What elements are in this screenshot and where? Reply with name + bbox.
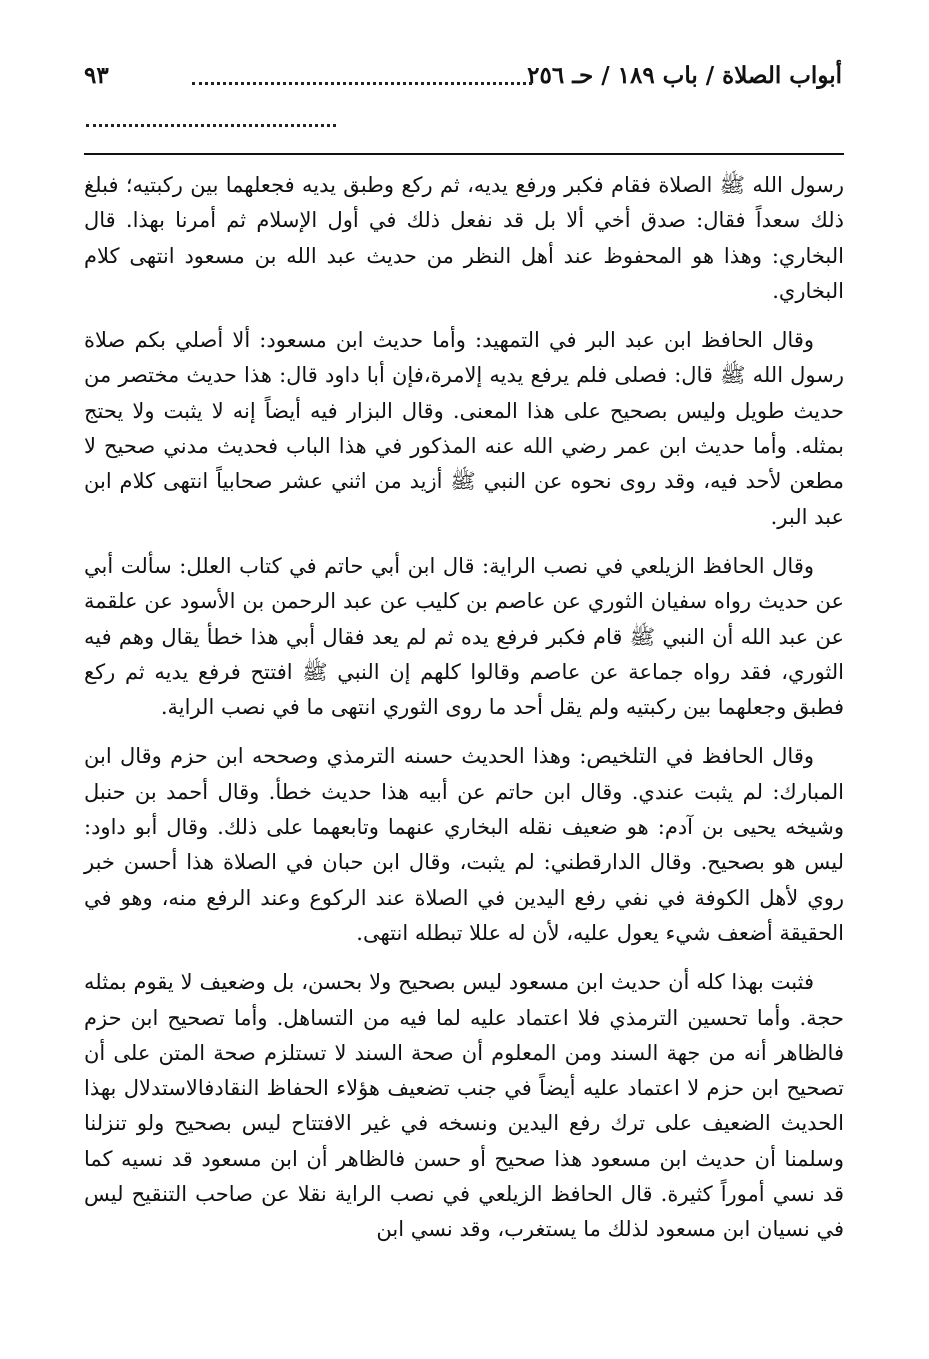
body-text bbox=[84, 168, 844, 1262]
running-head: أبواب الصلاة / باب ١٨٩ / حـ ٢٥٦ bbox=[527, 62, 842, 89]
paragraph: وقال الحافظ ابن عبد البر في التمهيد: وأما حديث ابن مسعود: ألا أصلي بكم صلاة رسول الله ﷺ قال: فصلى فلم يرفع يديه إلامرة،فإن أبا داود قال: هذا حديث مختصر من حديث طويل وليس بصحيح على هذا المعنى. وقال البزار فيه أيضاً إنه لا يثبت ولا يحتج بمثله. وأما حديث ابن عمر رضي الله عنه المذكور في هذا الباب فحديث مدني صحيح لا مطعن لأحد فيه، وقد روى نحوه عن النبي ﷺ أزيد من اثني عشر صحابياً انتهى كلام ابن عبد البر. bbox=[84, 328, 844, 529]
page-header bbox=[82, 58, 842, 98]
header-leader-dots bbox=[192, 70, 532, 85]
paragraph: وقال الحافظ في التلخيص: وهذا الحديث حسنه الترمذي وصححه ابن حزم وقال ابن المبارك: لم يثبت عندي. وقال ابن حاتم عن أبيه هذا حديث خطأ. وقال أحمد بن حنبل وشيخه يحيى بن آدم: هو ضعيف نقله البخاري عنهما وتابعهما على ذلك. وقال أبو داود: ليس هو بصحيح. وقال الدارقطني: لم يثبت، وقال ابن حبان في الصلاة هذا أحسن خبر روي لأهل الكوفة في نفي رفع اليدين في الصلاة عند الركوع وعند الرفع منه، وهو في الحقيقة أضعف شيء يعول عليه، لأن له عللا تبطله انتهى. bbox=[84, 744, 844, 945]
paragraph: رسول الله ﷺ الصلاة فقام فكبر ورفع يديه، ثم ركع وطبق يديه فجعلهما بين ركبتيه؛ فبلغ ذلك سعداً فقال: صدق أخي ألا بل قد نفعل ذلك في أول الإسلام ثم أمرنا بهذا. قال البخاري: وهذا هو المحفوظ عند أهل النظر من حديث عبد الله بن مسعود انتهى كلام البخاري. bbox=[84, 173, 844, 303]
page-number: ٩٣ bbox=[84, 62, 109, 89]
paragraph: وقال الحافظ الزيلعي في نصب الراية: قال ابن أبي حاتم في كتاب العلل: سألت أبي عن حديث رواه سفيان الثوري عن عاصم بن كليب عن عبد الرحمن بن الأسود عن علقمة عن عبد الله أن النبي ﷺ قام فكبر فرفع يده ثم لم يعد فقال أبي هذا خطأ يقال وهم فيه الثوري، فقد رواه جماعة عن عاصم وقالوا كلهم إن النبي ﷺ افتتح فرفع يديه ثم ركع فطبق وجعلهما بين ركبتيه ولم يقل أحد ما روى الثوري انتهى ما في نصب الراية. bbox=[84, 553, 844, 720]
paragraph: فثبت بهذا كله أن حديث ابن مسعود ليس بصحيح ولا بحسن، بل وضعيف لا يقوم بمثله حجة. وأما تحسين الترمذي فلا اعتماد عليه لما فيه من التساهل. وأما تصحيح ابن حزم فالظاهر أنه من جهة السند ومن المعلوم أن صحة السند لا تستلزم صحة المتن على أن تصحيح ابن حزم لا اعتماد عليه أيضاً في جنب تضعيف هؤلاء الحفاظ النقادفالاستدلال بهذا الحديث الضعيف على ترك رفع اليدين ونسخه في غير الافتتاح ليس بصحيح ولو تنزلنا وسلمنا أن حديث ابن مسعود هذا صحيح أو حسن فالظاهر أن ابن مسعود قد نسيه كما قد نسي أموراً كثيرة. قال الحافظ الزيلعي في نصب الراية نقلا عن صاحب التنقيح ليس في نسيان ابن مسعود لذلك ما يستغرب، وقد نسي ابن bbox=[84, 970, 844, 1242]
dotted-separator bbox=[86, 124, 336, 127]
header-rule bbox=[84, 153, 844, 155]
